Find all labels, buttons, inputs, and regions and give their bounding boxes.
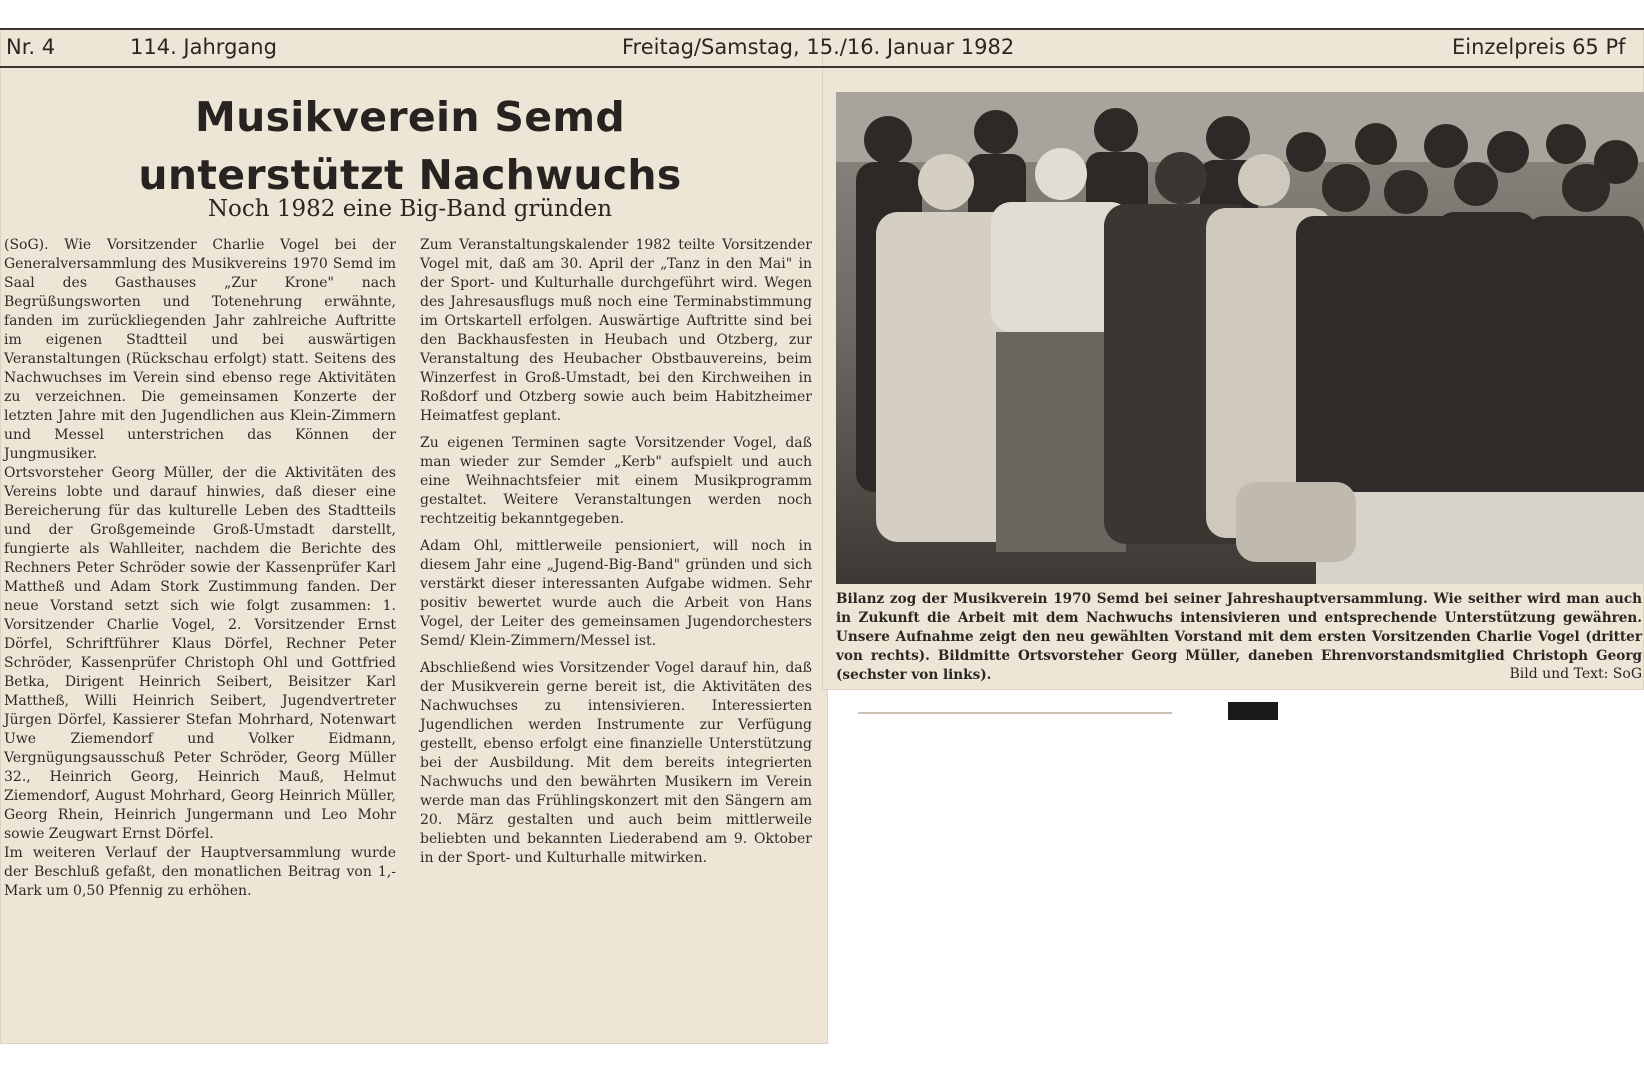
paragraph: Adam Ohl, mittlerweile pensioniert, will noch in diesem Jahr eine „Jugend-Big-Band" gründen und sich verstärkt dieser interessanten Aufgabe widmen. Sehr positiv bewertet wurde auch die Arbeit von Hans Vogel, der Leiter des gemeinsamen Jugendorchesters Semd/ Klein-Zimmern/Messel ist.	[420, 538, 812, 649]
masthead	[0, 28, 1644, 68]
article-column-1	[4, 236, 396, 901]
group-photo-illustration	[836, 92, 1644, 584]
group-photo	[836, 92, 1644, 584]
photo-credit: Bild und Text: SoG	[1509, 666, 1642, 682]
paragraph: Ortsvorsteher Georg Müller, der die Aktivitäten des Vereins lobte und darauf hinwies, daß dieser eine Bereicherung für das kulturelle Leben des Stadtteils und der Großgemeinde Groß-Umstadt darstellt, fungierte als Wahlleiter, nachdem die Berichte des Rechners Peter Schröder sowie der Kassenprüfer Karl Mattheß und Adam Stork Zustimmung fanden. Der neue Vorstand setzt sich wie folgt zusammen: 1. Vorsitzender Charlie Vogel, 2. Vorsitzender Ernst Dörfel, Schriftführer Klaus Dörfel, Rechner Peter Schröder, Kassenprüfer Christoph Ohl und Gottfried Betka, Dirigent Heinrich Seibert, Beisitzer Karl Mattheß, Willi Heinrich Seibert, Jugendvertreter Jürgen Dörfel, Kassierer Stefan Mohrhard, Notenwart Uwe Ziemendorf und Volker Eidmann, Vergnügungsausschuß Peter Schröder, Georg Müller 32., Heinrich Georg, Heinrich Mauß, Helmut Ziemendorf, August Mohrhard, Georg Heinrich Müller, Georg Rhein, Heinrich Jungermann und Leo Mohr sowie Zeugwart Ernst Dörfel.	[4, 465, 396, 842]
paragraph: (SoG). Wie Vorsitzender Charlie Vogel bei der Generalversammlung des Musikvereins 1970 Semd im Saal des Gasthauses „Zur Krone" nach Begrüßungsworten und Totenehrung erwähnte, fanden im zurückliegenden Jahr zahlreiche Auftritte im eigenen Stadtteil und bei auswärtigen Veranstaltungen (Rückschau erfolgt) statt. Seitens des Nachwuchses im Verein sind ebenso rege Aktivitäten zu verzeichnen. Die gemeinsamen Konzerte der letzten Jahre mit den Jugendlichen aus Klein-Zimmern und Messel unterstrichen das Können der Jungmusiker.	[4, 237, 396, 462]
article-column-2	[420, 236, 812, 868]
paragraph: Im weiteren Verlauf der Hauptversammlung wurde der Beschluß gefaßt, den monatlichen Beitrag von 1,- Mark um 0,50 Pfennig zu erhöhen.	[4, 845, 396, 899]
headline-line-1: Musikverein Semd	[195, 93, 625, 141]
divider	[858, 712, 1172, 714]
price: Einzelpreis 65 Pf	[1452, 35, 1626, 59]
paragraph: Zu eigenen Terminen sagte Vorsitzender Vogel, daß man wieder zur Semder „Kerb" aufspielt und auch eine Weihnachtsfeier mit einem Musikprogramm gestaltet. Weitere Veranstaltungen werden noch rechtzeitig bekanntgegeben.	[420, 435, 812, 527]
paragraph: Abschließend wies Vorsitzender Vogel darauf hin, daß der Musikverein gerne bereit ist, die Aktivitäten des Nachwuchses zu intensivieren. Interessierten Jugendlichen werden Instrumente zur Verfügung gestellt, ebenso erfolgt eine finanzielle Unterstützung bei der Ausbildung. Mit dem bereits integrierten Nachwuchs und den bewährten Musikern im Verein werde man das Frühlingskonzert mit den Sängern am 20. März gestalten und auch beim mittlerweile beliebten und bekannten Liederabend am 9. Oktober in der Sport- und Kulturhalle mitwirken.	[420, 660, 812, 866]
volume: 114. Jahrgang	[130, 35, 277, 59]
subheadline: Noch 1982 eine Big-Band gründen	[207, 196, 613, 222]
issue-date: Freitag/Samstag, 15./16. Januar 1982	[622, 35, 1015, 59]
headline-line-2: unterstützt Nachwuchs	[138, 151, 682, 199]
headline	[80, 88, 740, 204]
paragraph: Zum Veranstaltungskalender 1982 teilte Vorsitzender Vogel mit, daß am 30. April der „Tanz in den Mai" in der Sport- und Kulturhalle durchgeführt wird. Wegen des Jahresausflugs muß noch eine Terminabstimmung im Ortskartell erfolgen. Auswärtige Auftritte sind bei den Backhausfesten in Heubach und Otzberg, zur Veranstaltung des Heubacher Obstbauvereins, beim Winzerfest in Groß-Umstadt, bei den Kirchweihen in Roßdorf und Otzberg sowie auch beim Habitzheimer Heimatfest geplant.	[420, 237, 812, 424]
scan-mark	[1228, 702, 1278, 720]
photo-caption: Bilanz zog der Musikverein 1970 Semd bei seiner Jahreshauptversammlung. Wie seither wird man auch in Zukunft die Arbeit mit dem Nachwuchs intensivieren und entsprechende Unterstützung gewähren. Unsere Aufnahme zeigt den neu gewählten Vorstand mit dem ersten Vorsitzenden Charlie Vogel (dritter von rechts). Bildmitte Ortsvorsteher Georg Müller, daneben Ehrenvorstandsmitglied Christoph Georg (sechster von links).	[836, 591, 1642, 683]
issue-number: Nr. 4	[6, 35, 56, 59]
